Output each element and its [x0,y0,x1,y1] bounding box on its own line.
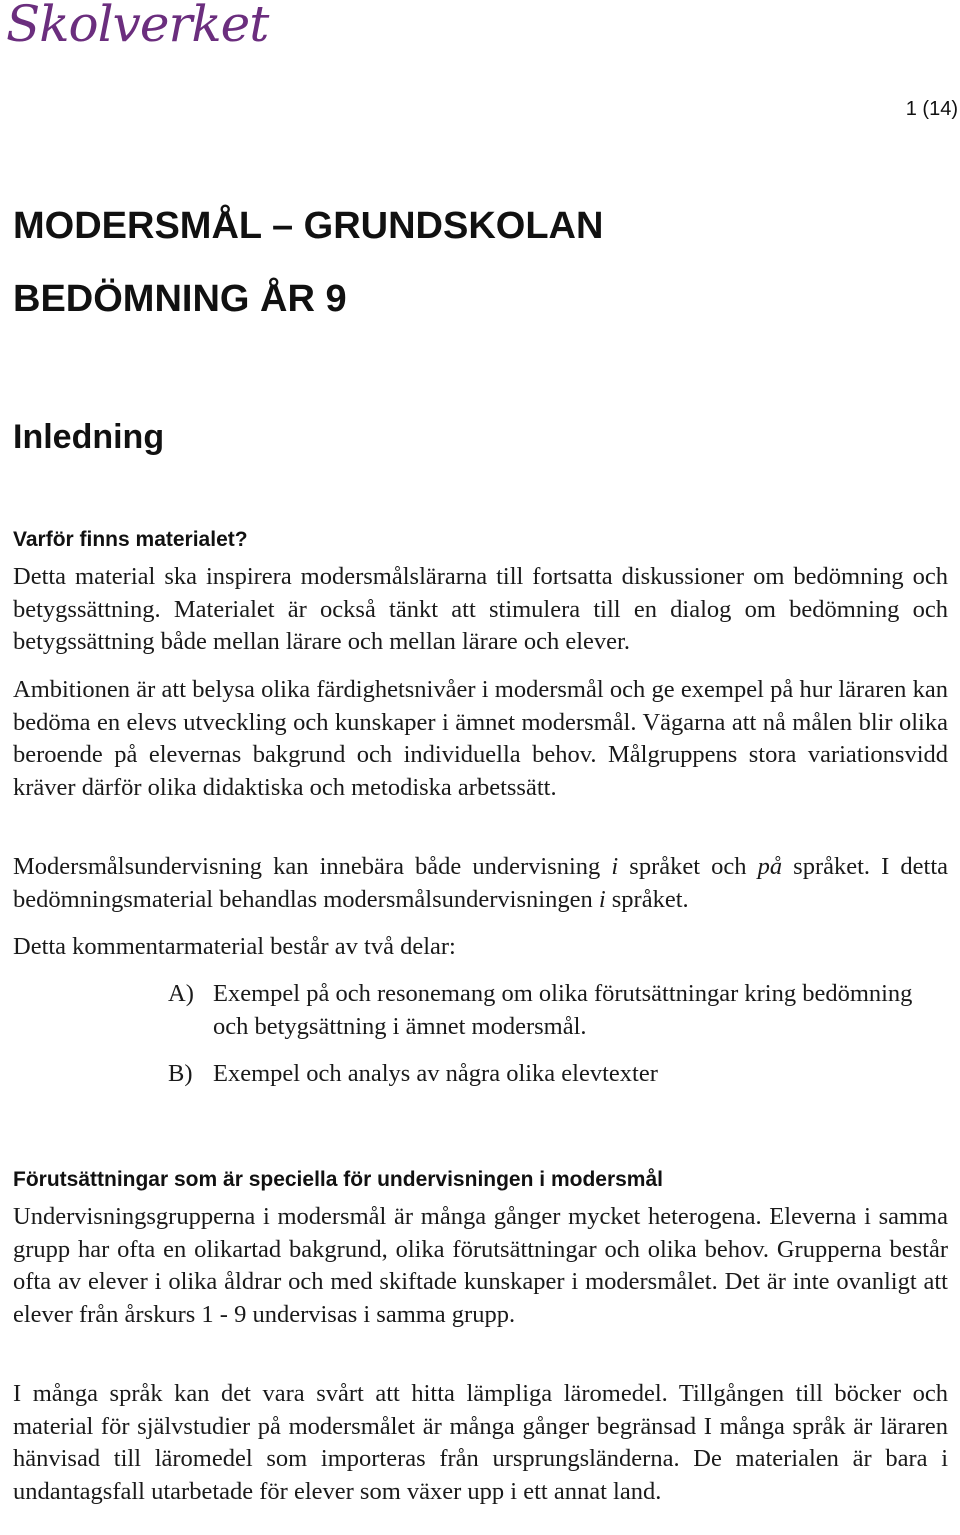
section-heading-inledning: Inledning [13,418,165,456]
document-title-line-2: BEDÖMNING ÅR 9 [13,278,347,320]
paragraph-5: I många språk kan det vara svårt att hitta lämpliga läromedel. Tillgången till böcker och material för självstudier på modersmålet är många gånger begränsad I många språk är läraren hänvisad till läromedel som importeras från ursprungsländerna. De materialen är bara i undantagsfall utarbetade för elever som växer upp i ett annat land. [13,1380,948,1506]
list-item-a [168,978,928,1043]
list-text-b: Exempel och analys av några olika elevtexter [213,1060,658,1087]
p3-italic-i: i [611,853,619,880]
p3-text-a: Modersmålsundervisning kan innebära både undervisning [13,853,612,880]
list-item-b [168,1058,928,1091]
p3-text-c: språket och [618,853,758,880]
subheading-forutsattningar: Förutsättningar som är speciella för undervisningen i modersmål [13,1168,663,1191]
list-text-a: Exempel på och resonemang om olika förutsättningar kring bedömning och betygsättning i ämnet modersmål. [213,980,913,1040]
paragraph-2: Ambitionen är att belysa olika färdighetsnivåer i modersmål och ge exempel på hur läraren kan bedöma en elevs utveckling och kunskaper i ämnet modersmål. Vägarna att nå målen blir olika beroende på elevernas bakgrund och individuella behov. Målgruppens stora variationsvidd kräver därför olika didaktiska och metodiska arbetssätt. [13,676,948,802]
list-intro: Detta kommentarmaterial består av två delar: [13,933,456,960]
p3-italic-i-2: i [598,885,606,913]
paragraph-4: Undervisningsgrupperna i modersmål är många gånger mycket heterogena. Eleverna i samma grupp har ofta en olikartad bakgrund, olika förutsättningar och olika behov. Grupperna består ofta av elever i olika åldrar och med skiftade kunskaper i modersmålet. Det är inte ovanligt att elever från årskurs 1 - 9 undervisas i samma grupp. [13,1203,948,1329]
document-title-line-1: MODERSMÅL – GRUNDSKOLAN [13,205,604,247]
p3-text-e: språket. I detta bedömningsmaterial behandlas modersmålsundervisningen [13,853,948,913]
page-number: 1 (14) [905,98,958,120]
p3-text-g: språket. [605,885,689,913]
list-marker-b: B) [168,1060,193,1087]
p3-italic-pa: på [757,853,783,880]
skolverket-logo: Skolverket [6,0,269,53]
subheading-varfor: Varför finns materialet? [13,528,248,551]
paragraph-1: Detta material ska inspirera modersmålslärarna till fortsatta diskussioner om bedömning och betygssättning. Materialet är också tänkt att stimulera till en dialog om bedömning och betygssättning både mellan lärare och mellan lärare och elever. [13,563,948,656]
paragraph-3 [13,851,948,916]
list-marker-a: A) [168,980,194,1007]
